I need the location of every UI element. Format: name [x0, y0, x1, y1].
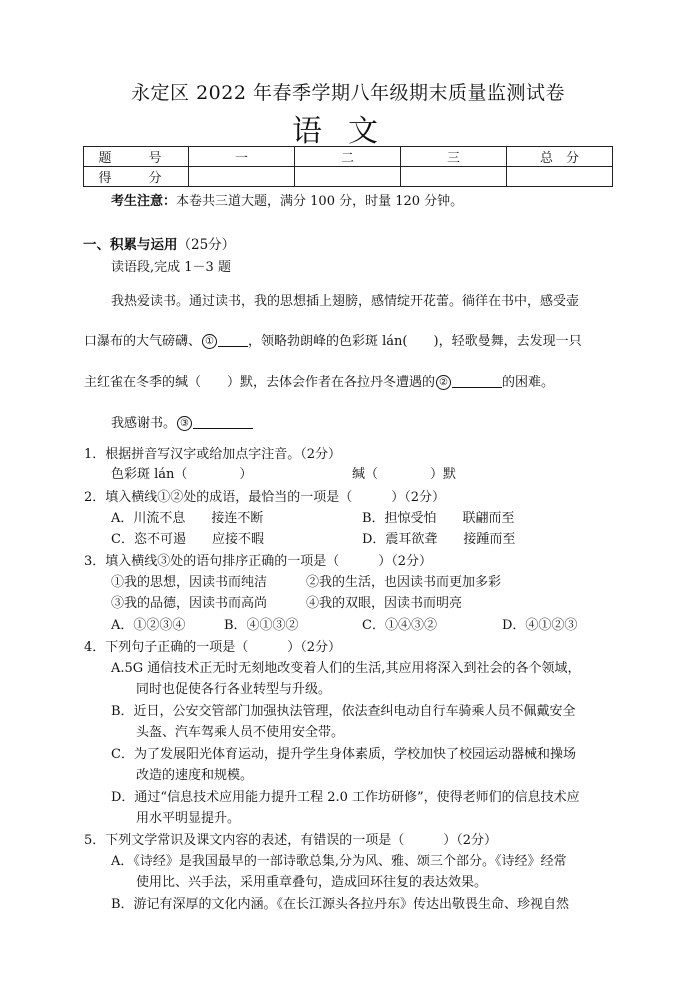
score-cell: [295, 167, 401, 187]
score-header-cell: 二: [295, 147, 401, 167]
score-table-score-row: [84, 167, 613, 187]
q4-option-b-line-1: B．近日，公安交管部门加强执法管理，依法查纠电动自行车骑乘人员不佩戴安全: [111, 704, 576, 719]
section-1-title: 一、积累与运用: [83, 237, 178, 253]
q1-item-b: 缄（ ）默: [352, 467, 457, 482]
passage-line-3: [84, 371, 554, 390]
passage-text: 主红雀在冬季的缄（ ）默，去体会作者在各拉丹冬遭遇的: [84, 375, 436, 390]
blank-marker-1: ①: [202, 334, 217, 349]
q3-sentence-2: ②我的生活，也因读书而更加多彩: [306, 575, 502, 590]
score-table: [83, 146, 613, 187]
exam-title: 永定区 2022 年春季学期八年级期末质量监测试卷: [131, 82, 565, 104]
q2-option-d: D．震耳欲聋 接踵而至: [362, 532, 516, 547]
blank-marker-2: ②: [436, 375, 451, 390]
q1-item-a: 色彩斑 lán（ ）: [111, 467, 253, 482]
score-cell: [189, 167, 295, 187]
exam-notice: [111, 190, 463, 209]
score-header-cell: 题 号: [84, 147, 189, 167]
q5-stem: 5．下列文学常识及课文内容的表述，有错误的一项是（ ）（2分）: [84, 833, 498, 848]
q5-option-b-line-1: B．游记有深厚的文化内涵。《在长江源头各拉丹东》传达出敬畏生命、珍视自然: [111, 897, 570, 912]
q3-option-b: B．④①③②: [224, 618, 299, 633]
section-1-points: （25分）: [177, 237, 236, 253]
q1-stem: 1．根据拼音写汉字或给加点字注音。（2分）: [84, 447, 342, 462]
score-table-header-row: [84, 147, 613, 167]
fill-blank-2: [452, 387, 502, 388]
q4-option-a-line-2: 同时也促使各行各业转型与升级。: [136, 682, 332, 697]
q3-stem: 3．填入横线③处的语句排序正确的一项是（ ）（2分）: [84, 554, 433, 569]
q3-sentence-1: ①我的思想，因读书而纯洁: [111, 575, 268, 590]
q3-option-d: D．④①②③: [502, 618, 578, 633]
score-header-cell: 一: [189, 147, 295, 167]
section-1-heading: [83, 233, 235, 253]
score-header-cell: 三: [401, 147, 507, 167]
q4-option-c-line-2: 改造的速度和规模。: [136, 768, 254, 783]
q4-option-c-line-1: C．为了发展阳光体育运动，提升学生身体素质，学校加快了校园运动器械和操场: [111, 747, 576, 762]
q3-option-c: C．①④③②: [362, 618, 437, 633]
subject-title: 语文: [292, 114, 404, 149]
q2-option-a: A．川流不息 接连不断: [111, 511, 264, 526]
fill-blank-1: [218, 346, 248, 347]
blank-marker-3: ③: [177, 416, 192, 431]
notice-text: 本卷共三道大题，满分 100 分，时量 120 分钟。: [176, 194, 464, 209]
q2-option-c: C．恣不可遏 应接不暇: [111, 532, 264, 547]
passage-text: 的困难。: [502, 375, 555, 390]
passage-text: ，领略勃朗峰的色彩斑 lán( )，轻歌曼舞，去发现一只: [248, 334, 582, 349]
q3-option-a: A．①②③④: [111, 618, 186, 633]
passage-line-2: [84, 330, 582, 349]
score-cell: [507, 167, 613, 187]
fill-blank-3: [193, 428, 253, 429]
score-cell: [401, 167, 507, 187]
score-row-label: 得 分: [84, 167, 189, 187]
passage-text: 口瀑布的大气磅礴、: [84, 334, 202, 349]
q4-option-a-line-1: A.5G 通信技术正无时无刻地改变着人们的生活,其应用将深入到社会的各个领域，: [111, 661, 581, 676]
q5-option-a-line-2: 使用比、兴手法，采用重章叠句，造成回环往复的表达效果。: [136, 875, 488, 890]
q4-option-d-line-2: 用水平明显提升。: [136, 811, 241, 826]
q3-sentence-3: ③我的品德，因读书而高尚: [111, 596, 268, 611]
score-header-cell: 总 分: [507, 147, 613, 167]
q4-option-d-line-1: D．通过“信息技术应用能力提升工程 2.0 工作坊研修”，使得老师们的信息技术应: [111, 790, 580, 805]
reading-intro: 读语段,完成 1－3 题: [111, 260, 231, 275]
notice-label: 考生注意：: [111, 194, 177, 209]
passage-line-4: [111, 412, 253, 431]
q4-option-b-line-2: 头盔、汽车驾乘人员不使用安全带。: [136, 725, 345, 740]
q5-option-a-line-1: A．《诗经》是我国最早的一部诗歌总集,分为风、雅、颂三个部分。《诗经》经常: [111, 854, 567, 869]
q4-stem: 4．下列句子正确的一项是（ ）（2分）: [84, 640, 342, 655]
q3-sentence-4: ④我的双眼，因读书而明亮: [306, 596, 463, 611]
q2-option-b: B．担惊受怕 联翩而至: [362, 511, 515, 526]
passage-line-1: 我热爱读书。通过读书，我的思想插上翅膀，感情绽开花蕾。徜徉在书中，感受壶: [111, 294, 580, 309]
passage-text: 我感谢书。: [111, 416, 177, 431]
q2-stem: 2．填入横线①②处的成语，最恰当的一项是（ ）（2分）: [84, 490, 446, 505]
